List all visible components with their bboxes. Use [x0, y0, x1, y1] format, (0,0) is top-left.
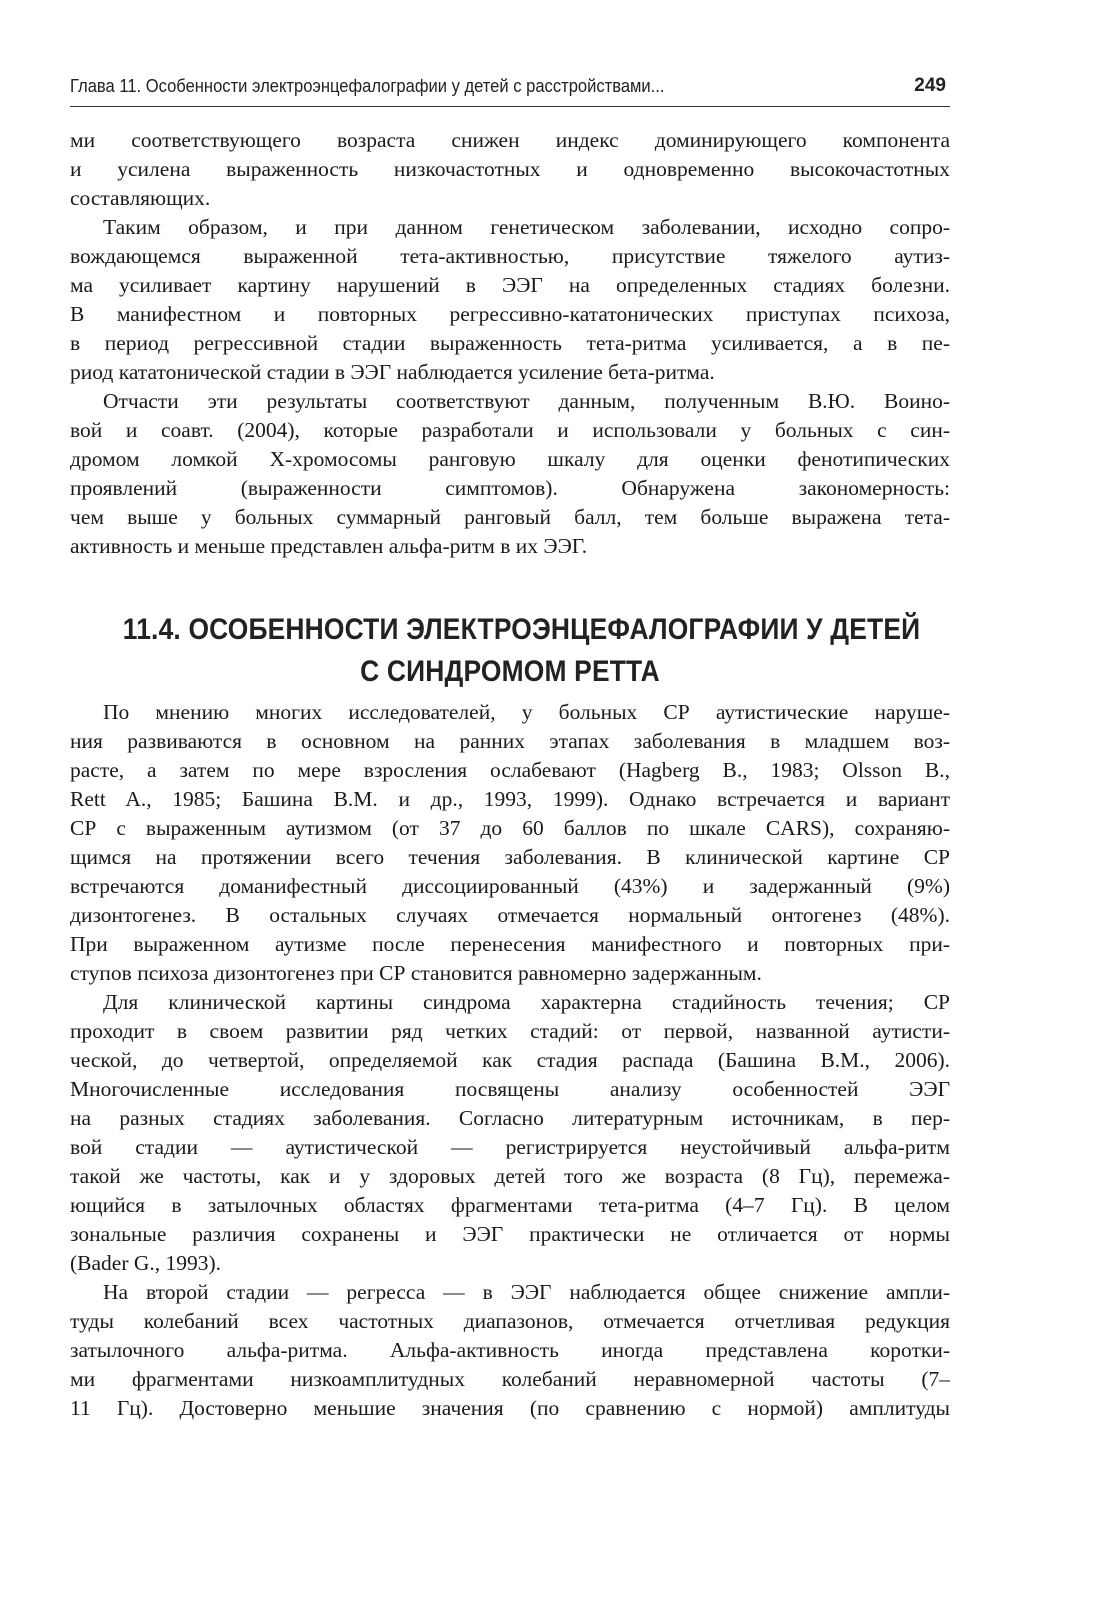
text-line: проходит в своем развитии ряд четких стадий: от первой, названной аутисти- — [70, 1019, 950, 1043]
text-line: затылочного альфа-ритма. Альфа-активность иногда представлена коротки- — [70, 1338, 950, 1362]
running-title: Глава 11. Особенности электроэнцефалографии у детей с расстройствами... — [70, 76, 665, 96]
section-heading-line1 — [70, 608, 950, 652]
running-header — [70, 72, 950, 107]
text-line: зональные различия сохранены и ЭЭГ практически не отличается от нормы — [70, 1222, 950, 1246]
text-line: дромом ломкой Х-хромосомы ранговую шкалу для оценки фенотипических — [70, 447, 950, 471]
text-line: СР с выраженным аутизмом (от 37 до 60 баллов по шкале CARS), сохраняю- — [70, 816, 950, 840]
upper-text-block — [70, 126, 950, 561]
section-heading-text: С СИНДРОМОМ РЕТТА — [360, 655, 660, 688]
text-line: Многочисленные исследования посвящены анализу особенностей ЭЭГ — [70, 1077, 950, 1101]
paragraph — [70, 213, 950, 387]
text-line: туды колебаний всех частотных диапазонов, отмечается отчетливая редукция — [70, 1309, 950, 1333]
section-heading-text: 11.4. ОСОБЕННОСТИ ЭЛЕКТРОЭНЦЕФАЛОГРАФИИ У ДЕТЕЙ — [122, 613, 921, 646]
paragraph — [70, 1278, 950, 1423]
text-line: По мнению многих исследователей, у больных СР аутистические наруше- — [103, 700, 950, 724]
text-line: вой стадии — аутистической — регистрируется неустойчивый альфа-ритм — [70, 1135, 950, 1159]
text-line: ступов психоза дизонтогенез при СР становится равномерно задержанным. — [70, 961, 762, 985]
section-heading-line2 — [70, 650, 950, 694]
text-line: ющийся в затылочных областях фрагментами тета-ритма (4–7 Гц). В целом — [70, 1193, 950, 1217]
text-line: вой и соавт. (2004), которые разработали и использовали у больных с син- — [70, 418, 950, 442]
text-line: (Bader G., 1993). — [70, 1251, 222, 1275]
paragraph — [70, 126, 950, 213]
text-line: Таким образом, и при данном генетическом заболевании, исходно сопро- — [103, 215, 950, 239]
text-line: На второй стадии — регресса — в ЭЭГ наблюдается общее снижение ампли- — [103, 1280, 950, 1304]
paragraph — [70, 988, 950, 1278]
text-line: ми фрагментами низкоамплитудных колебаний неравномерной частоты (7– — [70, 1367, 950, 1391]
text-line: проявлений (выраженности симптомов). Обнаружена закономерность: — [70, 476, 950, 500]
text-line: дизонтогенез. В остальных случаях отмечается нормальный онтогенез (48%). — [70, 903, 950, 927]
page-number: 249 — [914, 75, 946, 96]
text-line: на разных стадиях заболевания. Согласно литературным источникам, в пер- — [70, 1106, 950, 1130]
text-line: При выраженном аутизме после перенесения манифестного и повторных при- — [70, 932, 950, 956]
text-line: такой же частоты, как и у здоровых детей того же возраста (8 Гц), перемежа- — [70, 1164, 950, 1188]
section-text-block — [70, 698, 950, 1423]
paragraph — [70, 387, 950, 561]
text-line: в период регрессивной стадии выраженность тета-ритма усиливается, а в пе- — [70, 331, 950, 355]
text-line: Rett A., 1985; Башина В.М. и др., 1993, 1999). Однако встречается и вариант — [70, 787, 950, 811]
text-line: риод кататонической стадии в ЭЭГ наблюдается усиление бета-ритма. — [70, 360, 715, 384]
text-line: составляющих. — [70, 186, 211, 210]
text-line: Для клинической картины синдрома характерна стадийность течения; СР — [103, 990, 950, 1014]
text-line: щимся на протяжении всего течения заболевания. В клинической картине СР — [70, 845, 950, 869]
text-line: и усилена выраженность низкочастотных и одновременно высокочастотных — [70, 157, 950, 181]
text-line: В манифестном и повторных регрессивно-кататонических приступах психоза, — [70, 302, 950, 326]
text-line: ческой, до четвертой, определяемой как стадия распада (Башина В.М., 2006). — [70, 1048, 950, 1072]
text-line: ми соответствующего возраста снижен индекс доминирующего компонента — [70, 128, 950, 152]
text-line: ния развиваются в основном на ранних этапах заболевания в младшем воз- — [70, 729, 950, 753]
text-line: ма усиливает картину нарушений в ЭЭГ на определенных стадиях болезни. — [70, 273, 950, 297]
text-line: активность и меньше представлен альфа-ритм в их ЭЭГ. — [70, 534, 588, 558]
text-line: Отчасти эти результаты соответствуют данным, полученным В.Ю. Воино- — [103, 389, 950, 413]
text-line: расте, а затем по мере взросления ослабевают (Hagberg B., 1983; Olsson B., — [70, 758, 950, 782]
text-line: встречаются доманифестный диссоциированный (43%) и задержанный (9%) — [70, 874, 950, 898]
paragraph — [70, 698, 950, 988]
text-line: вождающемся выраженной тета-активностью, присутствие тяжелого аутиз- — [70, 244, 950, 268]
text-line: чем выше у больных суммарный ранговый балл, тем больше выражена тета- — [70, 505, 950, 529]
text-line: 11 Гц). Достоверно меньшие значения (по сравнению с нормой) амплитуды — [70, 1396, 950, 1420]
